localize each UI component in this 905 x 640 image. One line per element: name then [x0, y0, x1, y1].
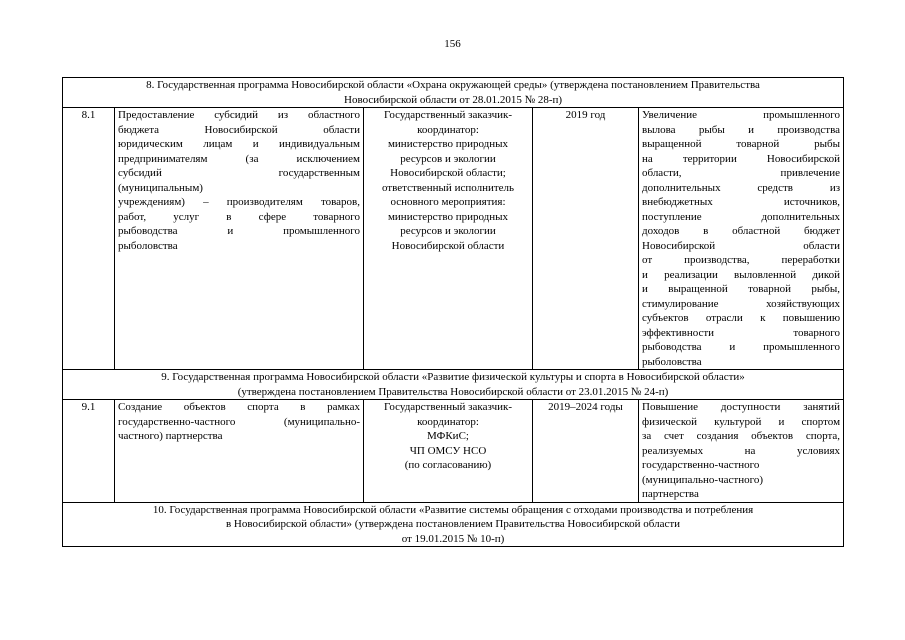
- text-line: координатор:: [417, 415, 479, 428]
- program-10-title: [63, 502, 844, 547]
- text-line: государственно-частного (муниципально-: [118, 415, 360, 428]
- text-line: от производства, переработки: [642, 254, 841, 266]
- text-line: ответственный исполнитель: [381, 181, 515, 194]
- title-line: 9. Государственная программа Новосибирской области «Развитие физической культуры и спорта в Новосибирской области»: [161, 371, 745, 383]
- text-line: учреждениям) – производителям товаров,: [118, 196, 360, 208]
- text-line: предпринимателям (за исключением: [118, 152, 360, 165]
- table-row: [63, 400, 844, 503]
- text-line: рыбоводства и промышленного: [118, 225, 360, 237]
- measure-cell: [115, 400, 364, 503]
- text-line: доходов в областной бюджет: [642, 225, 841, 237]
- text-line: (по согласованию): [404, 459, 492, 471]
- text-line: основного мероприятия:: [390, 196, 506, 208]
- text-line: министерство природных: [387, 210, 509, 223]
- period-cell: 2019 год: [533, 108, 639, 370]
- title-line: Новосибирской области от 28.01.2015 № 28-п): [344, 93, 563, 106]
- text-line: партнерства: [642, 488, 699, 500]
- text-line: Увеличение промышленного: [642, 109, 841, 121]
- text-line: выращенной товарной рыбы: [642, 138, 841, 150]
- text-line: субсидий государственным: [118, 167, 360, 179]
- text-line: ресурсов и экологии: [400, 225, 496, 237]
- text-line: стимулирование хозяйствующих: [642, 297, 841, 310]
- text-line: Новосибирской области: [642, 239, 841, 252]
- title-line: 8. Государственная программа Новосибирской области «Охрана окружающей среды» (утверждена постановлением Правительства: [146, 79, 760, 91]
- program-9-title: [63, 370, 844, 400]
- text-line: внебюджетных источников,: [642, 196, 841, 208]
- text-line: рыбоводства и промышленного: [642, 341, 841, 353]
- row-number: 9.1: [63, 400, 115, 503]
- text-line: вылова рыбы и производства: [642, 123, 841, 136]
- text-line: Новосибирской области;: [390, 167, 506, 179]
- table-row: [63, 108, 844, 370]
- measure-cell: [115, 108, 364, 370]
- program-measures-table: [62, 77, 844, 547]
- text-line: Создание объектов спорта в рамках: [118, 401, 360, 413]
- result-cell: [639, 400, 844, 503]
- text-line: Предоставление субсидий из областного: [118, 109, 360, 121]
- text-line: рыболовства: [642, 355, 702, 368]
- text-line: Новосибирской области: [391, 239, 505, 252]
- text-line: ЧП ОМСУ НСО: [409, 444, 487, 457]
- text-line: Государственный заказчик-: [383, 401, 513, 413]
- text-line: за счет создания объектов спорта,: [642, 430, 841, 442]
- program-8-title: [63, 78, 844, 108]
- text-line: Повышение доступности занятий: [642, 401, 841, 413]
- text-line: субъектов отрасли к повышению: [642, 312, 841, 324]
- text-line: поступление дополнительных: [642, 210, 841, 223]
- text-line: (муниципальным): [118, 181, 203, 194]
- program-9-header-row: [63, 370, 844, 400]
- text-line: и реализации выловленной дикой: [642, 268, 841, 281]
- text-line: Государственный заказчик-: [383, 109, 513, 121]
- text-line: (муниципально-частного): [642, 473, 763, 486]
- executor-cell: [364, 108, 533, 370]
- executor-cell: [364, 400, 533, 503]
- text-line: на территории Новосибирской: [642, 152, 841, 165]
- title-line: (утверждена постановлением Правительства Новосибирской области от 23.01.2015 № 24-п): [237, 385, 669, 398]
- text-line: МФКиС;: [427, 430, 469, 442]
- text-line: области, привлечение: [642, 167, 841, 179]
- text-line: и выращенной товарной рыбы,: [642, 283, 841, 295]
- program-8-header-row: [63, 78, 844, 108]
- period-cell: 2019–2024 годы: [533, 400, 639, 503]
- text-line: физической культурой и спортом: [642, 415, 841, 428]
- text-line: дополнительных средств из: [642, 181, 841, 194]
- page-number: 156: [444, 38, 461, 50]
- text-line: работ, услуг в сфере товарного: [118, 210, 360, 223]
- row-number: 8.1: [63, 108, 115, 370]
- text-line: частного) партнерства: [118, 430, 223, 442]
- text-line: юридическим лицам и индивидуальным: [118, 138, 360, 150]
- text-line: государственно-частного: [642, 459, 760, 471]
- text-line: рыболовства: [118, 239, 178, 252]
- program-10-header-row: [63, 502, 844, 547]
- result-cell: [639, 108, 844, 370]
- title-line: 10. Государственная программа Новосибирской области «Развитие системы обращения с отходами производства и потребления: [152, 503, 754, 516]
- text-line: эффективности товарного: [642, 326, 841, 339]
- text-line: ресурсов и экологии: [400, 152, 496, 165]
- text-line: министерство природных: [387, 138, 509, 150]
- text-line: реализуемых на условиях: [642, 444, 841, 457]
- text-line: координатор:: [417, 123, 479, 136]
- text-line: бюджета Новосибирской области: [118, 123, 360, 136]
- title-line: от 19.01.2015 № 10-п): [401, 532, 505, 545]
- title-line: в Новосибирской области» (утверждена постановлением Правительства Новосибирской области: [225, 518, 681, 530]
